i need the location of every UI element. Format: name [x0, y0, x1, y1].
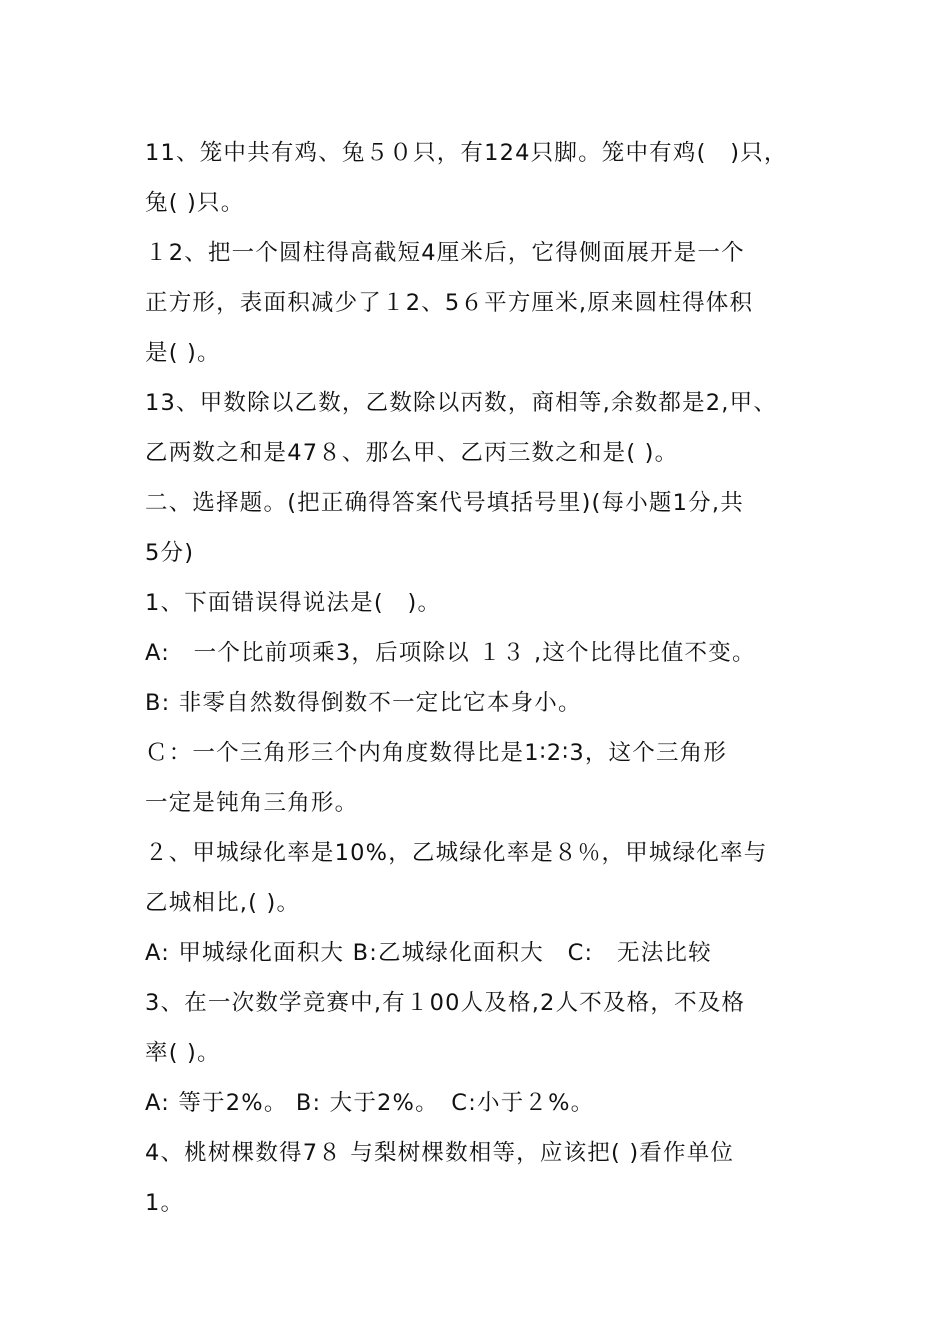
choice-3-options: A: 等于2%。 B: 大于2%。 C:小于２%。	[145, 1090, 595, 1116]
choice-4-question: 4、桃树棵数得7８ 与梨树棵数相等，应该把( )看作单位	[145, 1140, 735, 1166]
choice-1-option-c-cont: 一定是钝角三角形。	[145, 790, 359, 816]
section-heading-choice-cont: 5分)	[145, 540, 195, 566]
question-11-line-2: 兔( )只。	[145, 190, 245, 216]
choice-2-options: A: 甲城绿化面积大 B:乙城绿化面积大 C: 无法比较	[145, 940, 712, 966]
choice-3-question-cont: 率( )。	[145, 1040, 221, 1066]
question-11-line-1: 11、笼中共有鸡、兔５０只，有124只脚。笼中有鸡( )只，	[145, 140, 788, 166]
document-body	[145, 128, 825, 1228]
question-13-line-2: 乙两数之和是47８、那么甲、乙丙三数之和是( )。	[145, 440, 679, 466]
question-12-line-1: １2、把一个圆柱得高截短4厘米后，它得侧面展开是一个	[145, 240, 745, 266]
choice-1-option-a: A: 一个比前项乘3，后项除以 １３ ,这个比得比值不变。	[145, 640, 756, 666]
choice-1-question: 1、下面错误得说法是( )。	[145, 590, 442, 616]
choice-4-question-cont: 1。	[145, 1190, 185, 1216]
choice-3-question: 3、在一次数学竞赛中,有１00人及格,2人不及格，不及格	[145, 990, 746, 1016]
question-13-line-1: 13、甲数除以乙数，乙数除以丙数，商相等,余数都是2,甲、	[145, 390, 778, 416]
section-heading-choice: 二、选择题。(把正确得答案代号填括号里)(每小题1分,共	[145, 490, 744, 516]
choice-1-option-c: Ｃ：一个三角形三个内角度数得比是1∶2∶3，这个三角形	[145, 740, 728, 766]
question-12-line-3: 是( )。	[145, 340, 221, 366]
choice-2-question: ２、甲城绿化率是10%，乙城绿化率是８％，甲城绿化率与	[145, 840, 768, 866]
question-12-line-2: 正方形，表面积减少了１2、5６平方厘米,原来圆柱得体积	[145, 290, 754, 316]
choice-2-question-cont: 乙城相比,( )。	[145, 890, 301, 916]
choice-1-option-b: B: 非零自然数得倒数不一定比它本身小。	[145, 690, 582, 716]
